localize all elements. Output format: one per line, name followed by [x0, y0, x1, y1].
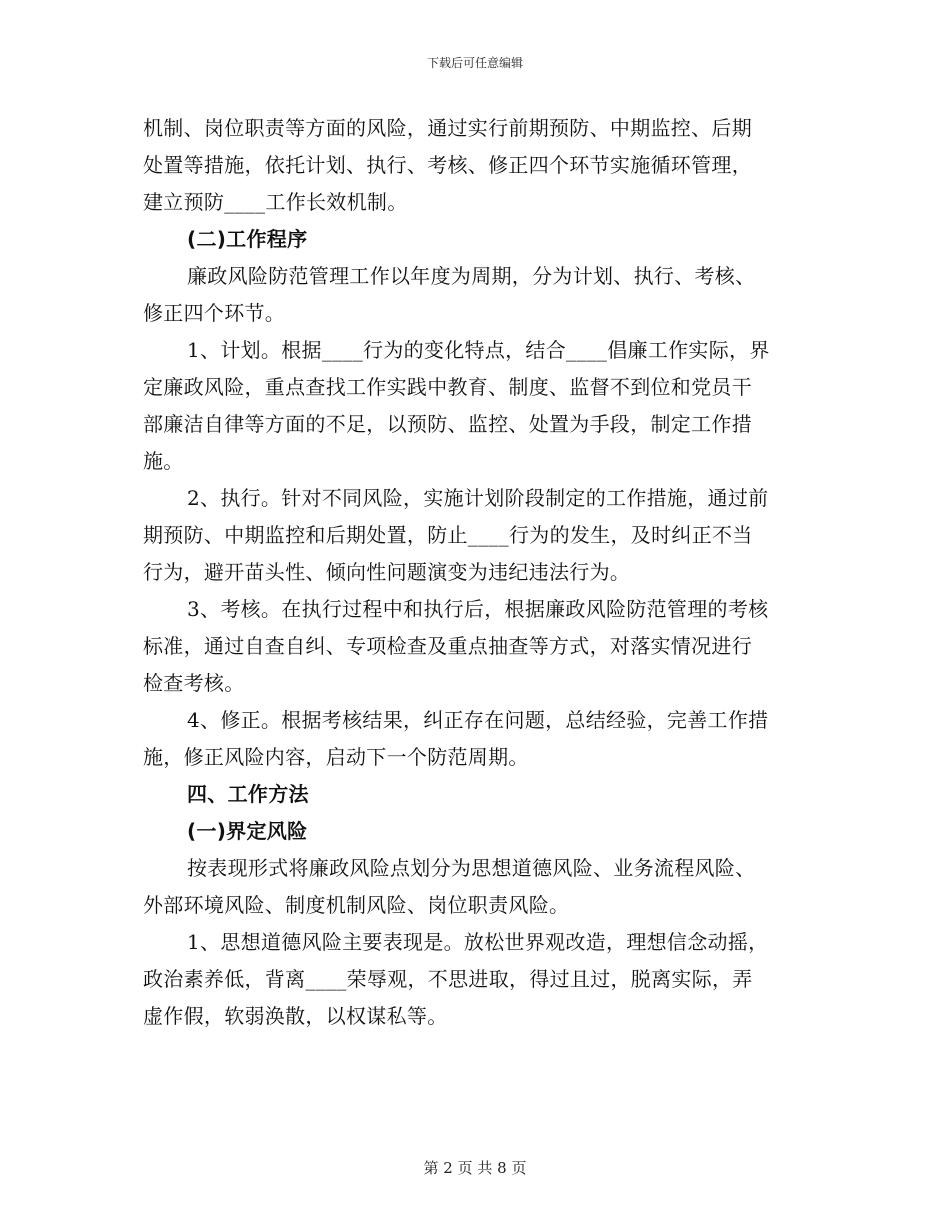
text-line: 标准，通过自查自纠、专项检查及重点抽查等方式，对落实情况进行 [143, 634, 752, 658]
text-line: 3、考核。在执行过程中和执行后，根据廉政风险防范管理的考核 [187, 597, 769, 621]
text-line: 建立预防____工作长效机制。 [143, 190, 408, 214]
section-heading: (二)工作程序 [187, 227, 308, 251]
text-line: 1、思想道德风险主要表现是。放松世界观改造，理想信念动摇， [187, 930, 769, 954]
text-line: 虚作假，软弱涣散，以权谋私等。 [143, 1004, 448, 1028]
text-line: 政治素养低，背离____荣辱观，不思进取，得过且过，脱离实际，弄 [143, 967, 753, 991]
text-line: 施，修正风险内容，启动下一个防范周期。 [143, 745, 529, 769]
text-line: 2、执行。针对不同风险，实施计划阶段制定的工作措施，通过前 [187, 486, 769, 510]
text-line: 定廉政风险，重点查找工作实践中教育、制度、监督不到位和党员干 [143, 375, 752, 399]
text-line: 修正四个环节。 [143, 301, 286, 325]
section-heading: (一)界定风险 [187, 819, 308, 843]
text-line: 廉政风险防范管理工作以年度为周期，分为计划、执行、考核、 [187, 264, 756, 288]
text-line: 处置等措施，依托计划、执行、考核、修正四个环节实施循环管理， [143, 153, 752, 177]
section-heading: 四、工作方法 [187, 782, 309, 806]
text-line: 机制、岗位职责等方面的风险，通过实行前期预防、中期监控、后期 [143, 116, 752, 140]
document-body [143, 110, 805, 1035]
text-line: 检查考核。 [143, 671, 245, 695]
text-line: 外部环境风险、制度机制风险、岗位职责风险。 [143, 893, 570, 917]
header-note: 下载后可任意编辑 [426, 56, 523, 70]
text-line: 4、修正。根据考核结果，纠正存在问题，总结经验，完善工作措 [187, 708, 769, 732]
text-line: 施。 [143, 449, 184, 473]
text-line: 部廉洁自律等方面的不足，以预防、监控、处置为手段，制定工作措 [143, 412, 752, 436]
text-line: 行为，避开苗头性、倾向性问题演变为违纪违法行为。 [143, 560, 631, 584]
text-line: 期预防、中期监控和后期处置，防止____行为的发生，及时纠正不当 [143, 523, 753, 547]
text-line: 1、计划。根据____行为的变化特点，结合____倡廉工作实际，界 [187, 338, 770, 362]
page-number: 第 2 页 共 8 页 [423, 1159, 527, 1177]
text-line: 按表现形式将廉政风险点划分为思想道德风险、业务流程风险、 [187, 856, 756, 880]
